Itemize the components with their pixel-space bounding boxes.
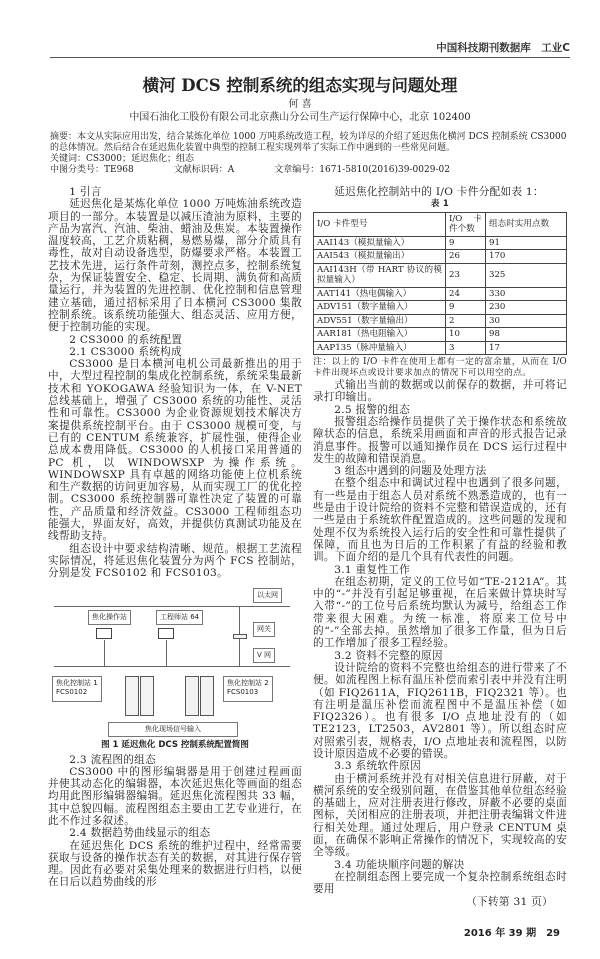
paragraph: 在延迟焦化 DCS 系统的维护过程中，经常需要获取与设备的操作状态有关的数据，对其进行保存管理。因此有必要对采集处理来的数据进行归档，以便在日后以趋势曲线的形: [48, 839, 302, 889]
paragraph: 延迟焦化控制站中的 I/O 卡件分配如表 1：: [334, 186, 544, 198]
table-row: [314, 250, 567, 264]
article-number: 文章编号：1671-5810(2016)39-0029-02: [274, 165, 450, 175]
keywords: 关键词：CS3000；延迟焦化；组态: [50, 154, 194, 164]
subsection-heading: 3.2 资料不完整的原因: [334, 649, 443, 662]
cell: 17: [486, 341, 567, 355]
article-meta: [50, 165, 572, 176]
ethernet-line: [54, 606, 290, 607]
subsection-heading: 3.1 重复性工作: [334, 563, 411, 576]
cell: AAT141（热电偶输入）: [314, 287, 446, 301]
cell: AAR181（热电阻输入）: [314, 328, 446, 342]
subsection-heading: 3.3 系统软件原因: [334, 760, 421, 773]
cell: 330: [486, 287, 567, 301]
control-station-1: 焦化控制站 1 FCS0102: [52, 676, 102, 702]
subsection-heading: 3.4 功能块顺序问题的解决: [334, 858, 465, 871]
gateway-device-icon: [233, 634, 247, 639]
cabinet-icon: [125, 676, 139, 716]
connector: [166, 640, 167, 666]
document-code: 文献标识码：A: [173, 165, 235, 175]
connector: [104, 640, 105, 666]
cell: 9: [446, 301, 486, 315]
ethernet-label: 以太网: [253, 588, 282, 603]
cell: AAI543（模拟量输出）: [314, 250, 446, 264]
table-row: [314, 314, 567, 328]
figure-1: [48, 586, 302, 754]
paragraph: CS3000 中的图形编辑器是用于创建过程画面并使其动态化的编辑器，本次延迟焦化等画面的组态均用此图形编辑器编辑。延迟焦化流程图共 33 幅，其中总貌四幅。流程图组态主要由工艺专业进行，在此不作过多叙述。: [48, 765, 302, 827]
paragraph: 在控制组态图上要完成一个复杂控制系统组态时要用: [313, 870, 567, 896]
paragraph: 在整个组态中和调试过程中也遇到了很多问题，有一些是由于组态人员对系统不熟悉造成的，也有一些是由于设计院给的资料不完整和错误造成的，还有一些是由于系统软件配置造成的。这些问题的发现和处理不仅为系统投入运行后的安全性和可靠性提供了保障，而且也为日后的工作积累了有益的经验和教训。下面介绍的是几个具有代表性的问题。: [313, 477, 567, 564]
author: 何 喜: [288, 99, 312, 110]
cell: AAP135（脉冲量输入）: [314, 341, 446, 355]
section-heading: 1 引言: [69, 186, 102, 198]
paragraph: 延迟焦化是某炼化单位 1000 万吨炼油系统改造项目的一部分。本装置是以减压渣油为原料，主要的产品为富汽、汽油、柴油、蜡油及焦炭。本装置操作温度较高，工艺介质粘稠，易燃易爆，部分介质具有毒性，故对自动设备选型，防爆要求严格。本装置工艺技术先进，运行条件苛刻，测控点多，控制系统复杂，为保证装置安全、稳定、长周期、满负荷和高质量运行，并为装置的先进控制、优化控制和信息管理建立基础，通过招标采用了日本横河 CS3000 集散控制系统。该系统功能强大、组态灵活、应用方便，便于控制功能的实现。: [48, 198, 302, 334]
vnet-label: V 网: [253, 648, 275, 663]
affiliation: 中国石油化工股份有限公司北京燕山分公司生产运行保障中心，北京 102400: [129, 112, 471, 123]
paragraph: 在组态初期，定义的工位号如“TE-2121A”。其中的“-”并没有引起足够重视，在后来做计算块时写入带“-”的工位号后系统均默认为减号，给组态工作带来很大困难。为统一标准，将原来工位号中的“-”全部去掉。虽然增加了很多工作量，但为日后的工作增加了很多工程经验。: [313, 575, 567, 650]
continued-note: （下转第 31 页）: [466, 895, 553, 908]
abstract-block: [50, 132, 572, 176]
cell: 23: [446, 263, 486, 287]
cell: 30: [486, 314, 567, 328]
cabinet-icon: [200, 676, 214, 716]
page-footer: 2016 年 39 期 29: [463, 927, 560, 939]
computer-icon: [96, 628, 112, 639]
table-row: [314, 287, 567, 301]
article-title: 横河 DCS 控制系统的组态实现与问题处理: [142, 76, 458, 95]
subsection-heading: 2.3 流程图的组态: [69, 753, 156, 766]
header-cell: I/O 卡件个数: [446, 212, 486, 236]
section-heading: 2 CS3000 的系统配置: [69, 333, 183, 346]
cell: 24: [446, 287, 486, 301]
operator-station-label: 焦化操作站: [88, 610, 131, 625]
cell: ADV151（数字量输入）: [314, 301, 446, 315]
left-column: [48, 186, 302, 889]
cell: 98: [486, 328, 567, 342]
control-station-2: 焦化控制站 2 FCS0103: [223, 676, 273, 702]
paragraph: CS3000 是日本横河电机公司最新推出的用于中，大型过程控制的集成化控制系统，系统采集最新技术和 YOKOGAWA 经验知识为一体，在 V-NET 总线基础上，增强了 CS3000 系统的功能性、灵活性和可靠性。CS3000 为企业资源规划技术解决方案提供系统控制平台。由于 CS3000 规模可变，与已有的 CENTUM 系统兼容，扩展性强，使得企业总成本费用降低。CS3000 的人机接口采用普通的 PC 机，以 WINDOWSXP 为操作系统。WINDOWSXP 具有卓越的网络功能使上位机系统和生产数据的访问更加容易，从而实现工厂的优化控制。CS3000 系统控制器可靠性决定了装置的可靠性，产品质量和经济效益。CS3000 工程师组态功能强大，界面友好，高效，并提供仿真测试功能及在线帮助支持。: [48, 358, 302, 543]
cell: AAI143H（带 HART 协议的模拟量输入）: [314, 263, 446, 287]
subsection-heading: 2.5 报警的组态: [334, 403, 411, 416]
cell: 10: [446, 328, 486, 342]
field-signal-input: 焦化现场信号输入: [108, 722, 238, 737]
table-note: 注：以上的 I/O 卡件在使用上都有一定的富余量，从而在 I/O 卡件出现坏点或设计要求加点的情况下可以用空的点。: [313, 357, 567, 379]
table-row: [314, 341, 567, 355]
header-cell: I/O 卡件型号: [314, 212, 446, 236]
clc-number: 中图分类号：TE968: [50, 165, 134, 175]
cell: 26: [446, 250, 486, 264]
io-card-table: [313, 212, 567, 356]
cell: AAI143（模拟量输入）: [314, 236, 446, 250]
cabinet-icon: [140, 676, 154, 716]
table-title: 表 1: [430, 199, 450, 210]
paragraph: 设计院给的资料不完整也给组态的进行带来了不便。如流程图上标有温压补偿而索引表中并没有注明（如 FIQ2611A，FIQ2611B，FIQ2321 等）。也有注明是温压补偿而流程图中不是温压补偿（如 FIQ2326）。也有很多 I/O 点地址没有的（如 TE2123，LT2503，AV2801 等）。所以组态时应对照索引表，规格表，I/O 点地址表和流程图，以防设计原因造成不必要的错误。: [313, 661, 567, 760]
subsection-heading: 2.4 数据趋势曲线显示的组态: [69, 827, 211, 840]
cell: 230: [486, 301, 567, 315]
right-column: [313, 186, 567, 908]
cell: 2: [446, 314, 486, 328]
cell: 3: [446, 341, 486, 355]
cell: 325: [486, 263, 567, 287]
engineer-station-label: 工程师站 64: [156, 610, 203, 625]
cabinet-icon: [185, 676, 199, 716]
paragraph: 由于横河系统并没有对相关信息进行屏蔽，对于横河系统的安全级别问题，在借鉴其他单位组态经验的基础上，应对注册表进行修改，屏蔽不必要的桌面图标，关闭相应的注册表项，并把注册表编辑文件进行相关处理。通过处理后，用户登录 CENTUM 桌面，在确保不影响正常操作的情况下，实现较高的安全等级。: [313, 772, 567, 859]
abstract: 摘要：本文从实际应用出发，结合某炼化单位 1000 万吨系统改造工程，较为详尽的介绍了延迟焦化横河 DCS 控制系统 CS3000 的总体情况。然后结合在延迟焦化装置中典型的控制工程实现列举了实际工作中遇到的一些常见问题。: [50, 132, 567, 153]
header-cell: 组态时实用点数: [486, 212, 567, 236]
cell: ADV551（数字量输出）: [314, 314, 446, 328]
cell: 91: [486, 236, 567, 250]
table-row: [314, 263, 567, 287]
paragraph: 式输出当前的数据或以前保存的数据，并可将记录打印输出。: [313, 379, 567, 404]
figure-caption: 图 1 延迟焦化 DCS 控制系统配置简图: [101, 739, 249, 750]
table-header-row: [314, 212, 567, 236]
cell: 170: [486, 250, 567, 264]
paragraph: 组态设计中要求结构清晰、规范。根据工艺流程实际情况，将延迟焦化装置分为两个 FCS 控制站，分别是发 FCS0102 和 FCS0103。: [48, 542, 302, 580]
section-heading: 3 组态中遇到的问题及处理方法: [334, 465, 487, 478]
table-row: [314, 301, 567, 315]
computer-icon: [158, 628, 174, 639]
paragraph: 报警组态给操作员提供了关于操作状态和系统故障状态的信息，系统采用画面和声音的形式报告记录消息事件。报警可以通知操作员在 DCS 运行过程中发生的故障和错误消息。: [313, 415, 567, 465]
running-header: 中国科技期刊数据库 工业C: [50, 40, 570, 58]
cell: 9: [446, 236, 486, 250]
vnet-line: [54, 666, 290, 667]
gateway-label: 网关: [253, 622, 275, 637]
table-row: [314, 236, 567, 250]
subsection-heading: 2.1 CS3000 系统构成: [69, 345, 182, 358]
table-row: [314, 328, 567, 342]
body-columns: [48, 186, 600, 908]
